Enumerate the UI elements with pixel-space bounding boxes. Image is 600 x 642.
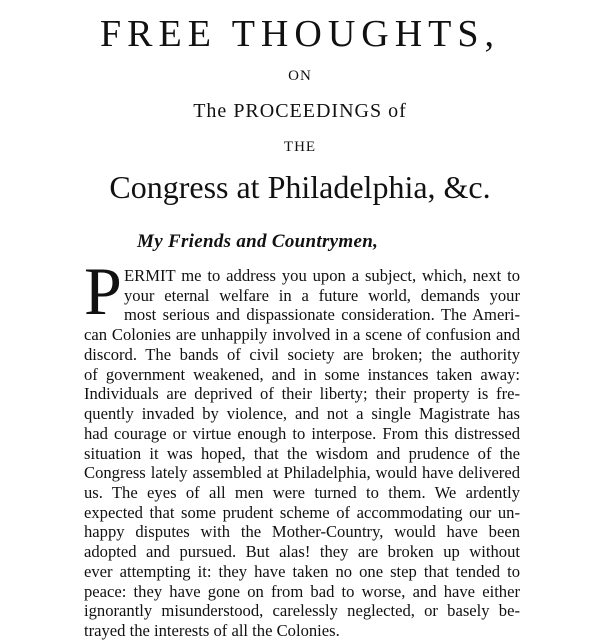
body-line: Individuals are deprived of their liberty; their property is fre- [84, 384, 520, 404]
body-line: can Colonies are unhappily involved in a scene of confusion and [84, 325, 520, 345]
title-proceedings: The PROCEEDINGS of [193, 100, 407, 122]
body-line: quently invaded by violence, and not a single Magistrate has [84, 404, 520, 424]
body-line: ever attempting it: they have taken no one step that tended to [84, 561, 520, 581]
body-line: had courage or virtue enough to interpose. From this distressed [84, 423, 520, 443]
body-line: us. The eyes of all men were turned to them. We ardently [84, 482, 520, 502]
body-line: situation it was hoped, that the wisdom and prudence of the [84, 443, 520, 463]
title-on: ON [288, 68, 312, 84]
body-line: expected that some prudent scheme of accommodating our un- [84, 502, 520, 522]
title-free-thoughts: FREE THOUGHTS, [100, 13, 500, 55]
body-line: discord. The bands of civil society are broken; the authority [84, 344, 520, 364]
body-line: Congress lately assembled at Philadelphia, would have delivered [84, 463, 520, 483]
body-line: peace: they have gone on from bad to worse, and have either [84, 581, 520, 601]
body-line: your eternal welfare in a future world, demands your [124, 285, 520, 305]
drop-cap: P [84, 253, 122, 329]
salutation: My Friends and Countrymen, [137, 231, 379, 252]
title-the: THE [283, 139, 317, 155]
body-line: adopted and pursued. But alas! they are broken up without [84, 542, 520, 562]
body-line: ERMIT me to address you upon a subject, which, next to [124, 266, 520, 285]
body-line: trayed the interests of all the Colonies. [84, 621, 340, 640]
body-line: most serious and dispassionate consideration. The Ameri- [124, 305, 520, 325]
title-congress: Congress at Philadelphia, &c. [109, 169, 491, 205]
body-line: of government weakened, and in some instances taken away: [84, 364, 520, 384]
body-line: happy disputes with the Mother-Country, would have been [84, 522, 520, 542]
body-line: ignorantly misunderstood, carelessly neglected, or basely be- [84, 601, 520, 621]
